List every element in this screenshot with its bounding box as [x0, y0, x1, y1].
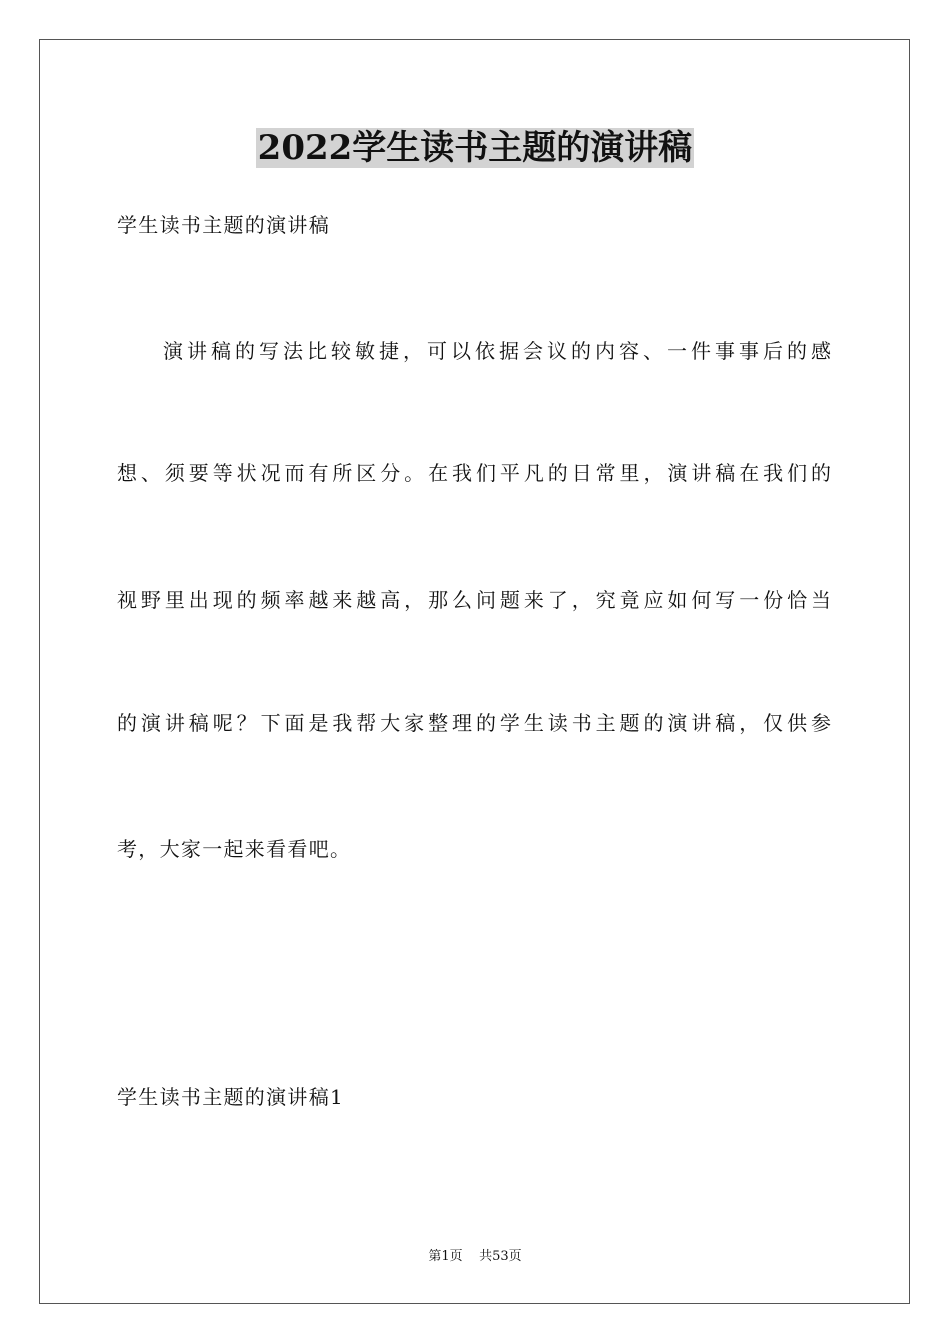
document-subtitle: 学生读书主题的演讲稿	[117, 213, 330, 237]
page-footer	[0, 1248, 950, 1266]
paragraph-line: 考，大家一起来看看吧。	[117, 837, 352, 861]
document-title	[0, 126, 950, 170]
page-number-total: 共53页	[479, 1249, 522, 1264]
section-heading: 学生读书主题的演讲稿1	[117, 1085, 345, 1109]
paragraph-line: 演讲稿的写法比较敏捷，可以依据会议的内容、一件事事后的感	[163, 339, 831, 363]
paragraph-line: 的演讲稿呢？下面是我帮大家整理的学生读书主题的演讲稿，仅供参	[117, 711, 831, 735]
page-number-current: 第1页	[428, 1249, 463, 1264]
paragraph-line: 视野里出现的频率越来越高，那么问题来了，究竟应如何写一份恰当	[117, 588, 831, 612]
document-title-text: 2022学生读书主题的演讲稿	[257, 128, 693, 168]
paragraph-line: 想、须要等状况而有所区分。在我们平凡的日常里，演讲稿在我们的	[117, 461, 831, 485]
